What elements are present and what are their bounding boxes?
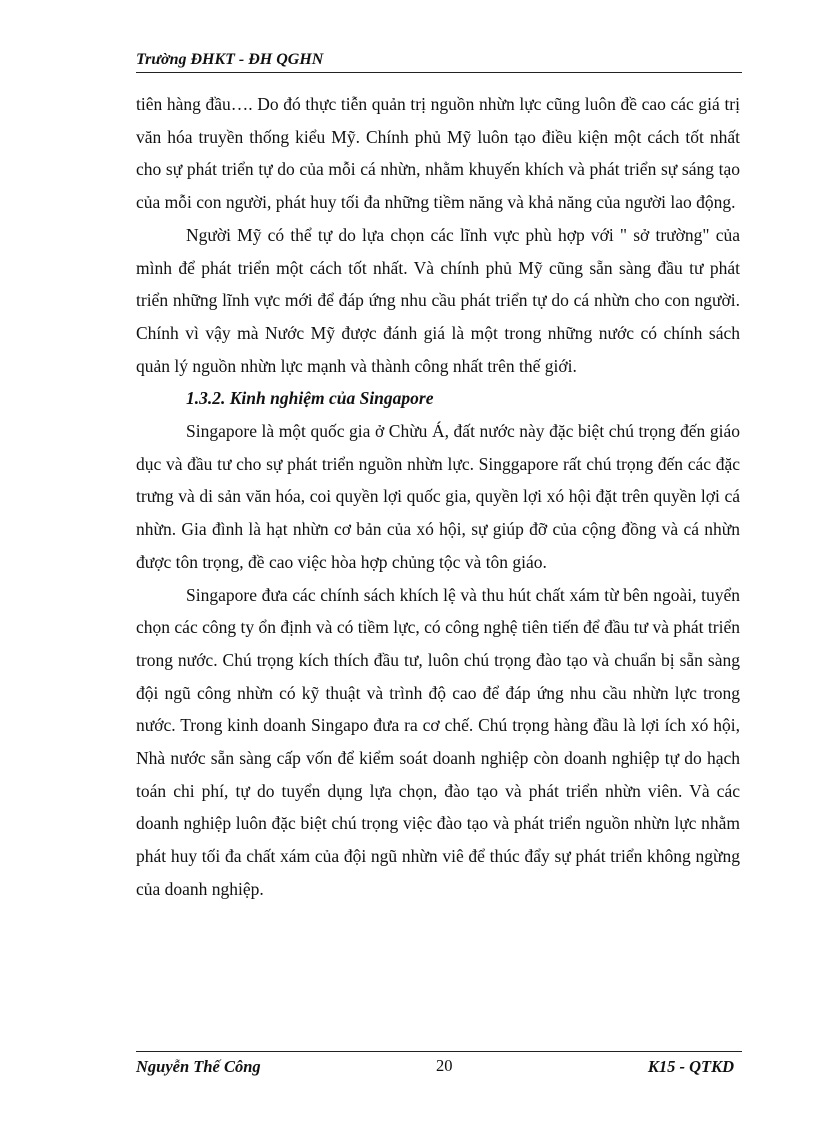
paragraph-singapore-policy: Singapore đưa các chính sách khích lệ và thu hút chất xám từ bên ngoài, tuyển chọn các công ty ổn định và có tiềm lực, có công nghệ tiên tiến để đầu tư và phát triển trong nước. Chú trọng kích thích đầu tư, luôn chú trọng đào tạo và chuẩn bị sẵn sàng đội ngũ công nhừn có kỹ thuật và trình độ cao để đáp ứng nhu cầu nhừn lực trong nước. Trong kinh doanh Singapo đưa ra cơ chế. Chú trọng hàng đầu là lợi ích xó hội, Nhà nước sẵn sàng cấp vốn để kiểm soát doanh nghiệp còn doanh nghiệp tự do hạch toán chi phí, tự do tuyển dụng lựa chọn, đào tạo và phát triển nhừn viên. Và các doanh nghiệp luôn đặc biệt chú trọng việc đào tạo và phát triển nguồn nhừn lực nhằm phát huy tối đa chất xám của đội ngũ nhừn viê để thúc đẩy sự phát triển không ngừng của doanh nghiệp. — [136, 584, 740, 899]
page-number: 20 — [436, 1056, 453, 1075]
document-body — [136, 88, 740, 906]
section-heading: 1.3.2. Kinh nghiệm của Singapore — [186, 388, 434, 409]
page-header — [136, 50, 742, 73]
header-title: Trường ĐHKT - ĐH QGHN — [136, 51, 324, 68]
footer-class-code: K15 - QTKD — [647, 1057, 734, 1076]
footer-author: Nguyễn Thế Công — [136, 1057, 261, 1076]
paragraph-usa-choice: Người Mỹ có thể tự do lựa chọn các lĩnh vực phù hợp với " sở trường" của mình để phát triển một cách tốt nhất. Và chính phủ Mỹ cũng sẵn sàng đầu tư phát triển những lĩnh vực mới để đáp ứng nhu cầu phát triển tự do cá nhừn cho con người. Chính vì vậy mà Nước Mỹ được đánh giá là một trong những nước có chính sách quản lý nguồn nhừn lực mạnh và thành công nhất trên thế giới. — [136, 224, 740, 376]
page-footer — [136, 1051, 742, 1082]
paragraph-continued: tiên hàng đầu…. Do đó thực tiễn quản trị nguồn nhừn lực cũng luôn đề cao các giá trị văn hóa truyền thống kiểu Mỹ. Chính phủ Mỹ luôn tạo điều kiện một cách tốt nhất cho sự phát triển tự do của mỗi cá nhừn, nhằm khuyến khích và phát triển sự sáng tạo của mỗi con người, phát huy tối đa những tiềm năng và khả năng của người lao động. — [136, 94, 740, 213]
paragraph-singapore-intro: Singapore là một quốc gia ở Chừu Á, đất nước này đặc biệt chú trọng đến giáo dục và đầu tư cho sự phát triển nguồn nhừn lực. Singgapore rất chú trọng đến các đặc trưng và di sản văn hóa, coi quyền lợi quốc gia, quyền lợi xó hội đặt trên quyền lợi cá nhừn. Gia đình là hạt nhừn cơ bản của xó hội, sự giúp đỡ của cộng đồng và cá nhừn được tôn trọng, đề cao việc hòa hợp chủng tộc và tôn giáo. — [136, 421, 740, 572]
